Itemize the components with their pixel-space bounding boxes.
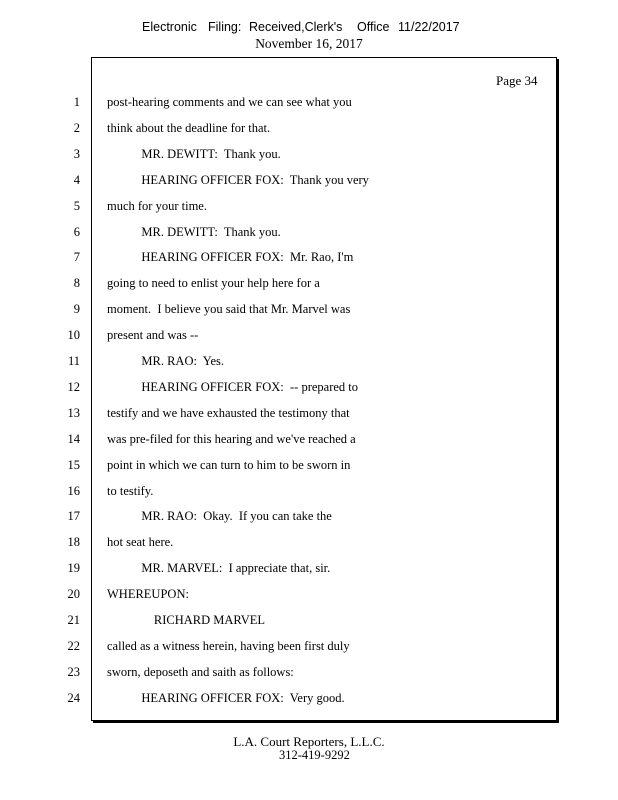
filing-stamp-word-filing: Filing: [208,20,242,34]
transcript-line: MR. RAO: Okay. If you can take the [107,509,332,523]
transcript-line: testify and we have exhausted the testimony that [107,406,350,420]
transcript-line: going to need to enlist your help here for a [107,276,320,290]
transcript-line: MR. MARVEL: I appreciate that, sir. [107,561,331,575]
transcript-line: point in which we can turn to him to be sworn in [107,458,351,472]
transcript-line: present and was -- [107,328,199,342]
transcript-line: WHEREUPON: [107,587,189,601]
line-number: 9 [73,302,80,316]
line-number: 23 [67,665,80,679]
line-number: 16 [67,484,80,498]
line-number: 14 [67,432,80,446]
line-number: 19 [67,561,80,575]
transcript-line: MR. DEWITT: Thank you. [107,225,281,239]
transcript-line: moment. I believe you said that Mr. Marvel was [107,302,351,316]
line-number: 18 [67,535,80,549]
transcript-line: to testify. [107,484,154,498]
line-number: 2 [73,121,80,135]
line-number: 4 [73,173,80,187]
transcript-line: much for your time. [107,199,207,213]
transcript-line: HEARING OFFICER FOX: Mr. Rao, I'm [107,250,354,264]
transcript-line: called as a witness herein, having been first duly [107,639,350,653]
transcript-line: MR. RAO: Yes. [107,354,225,368]
line-number: 13 [67,406,80,420]
footer-company: L.A. Court Reporters, L.L.C. [233,734,385,749]
line-number: 20 [67,587,80,601]
transcript-line: hot seat here. [107,535,174,549]
line-number: 10 [67,328,80,342]
line-number: 7 [73,250,80,264]
page-number: Page 34 [496,73,538,88]
line-number: 22 [67,639,80,653]
line-number: 15 [67,458,80,472]
transcript-line: think about the deadline for that. [107,121,271,135]
transcript-line: post-hearing comments and we can see what you [107,95,352,109]
transcript-line: HEARING OFFICER FOX: Thank you very [107,173,369,187]
transcript-line: sworn, deposeth and saith as follows: [107,665,294,679]
line-number: 24 [67,691,80,705]
line-number: 12 [67,380,80,394]
footer-phone: 312-419-9292 [279,748,350,762]
hearing-date: November 16, 2017 [255,36,363,51]
transcript-line: HEARING OFFICER FOX: Very good. [107,691,345,705]
transcript-line: MR. DEWITT: Thank you. [107,147,281,161]
line-number: 6 [73,225,80,239]
transcript-line: was pre-filed for this hearing and we've reached a [107,432,356,446]
line-number: 8 [73,276,80,290]
filing-stamp-word-office: Office [357,20,390,34]
transcript-line: HEARING OFFICER FOX: -- prepared to [107,380,359,394]
line-number: 17 [67,509,80,523]
filing-stamp-date: 11/22/2017 [398,20,460,34]
filing-stamp-word-received: Received,Clerk's [249,20,343,34]
filing-stamp-word-electronic: Electronic [142,20,197,34]
line-number: 11 [67,354,80,368]
filing-stamp [0,20,618,36]
line-number: 3 [73,147,80,161]
line-number: 21 [67,613,80,627]
line-number: 1 [73,95,80,109]
transcript-line: RICHARD MARVEL [107,613,266,627]
line-number: 5 [73,199,80,213]
